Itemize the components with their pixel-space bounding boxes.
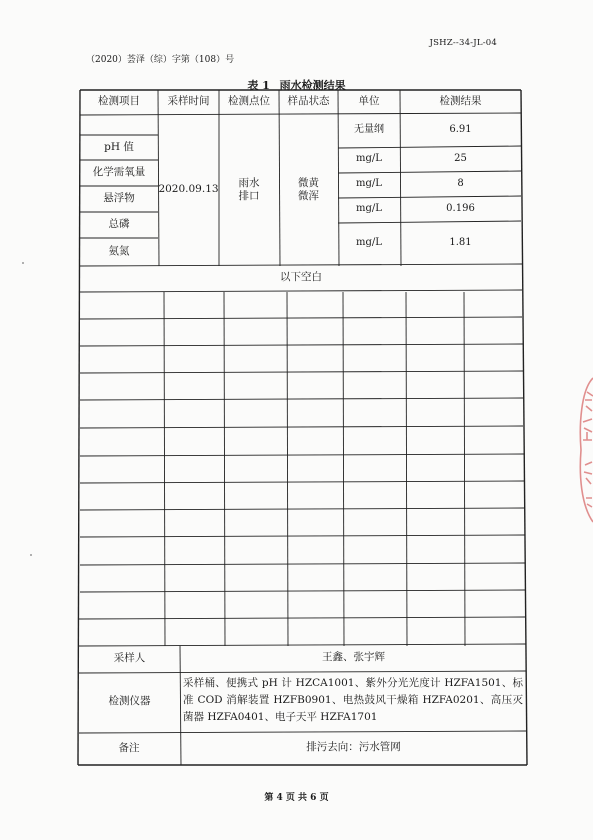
header-sample-time: 采样时间 <box>167 95 210 108</box>
blank-note: 以下空白 <box>280 271 322 284</box>
table-caption-label: 表 1 <box>247 79 270 92</box>
remark-value: 排污去向：污水管网 <box>306 740 401 753</box>
sample-state-line1: 微黄 <box>298 176 319 189</box>
item-cod: 化学需氧量 <box>92 166 146 179</box>
unit-cod: mg/L <box>356 153 382 165</box>
unit-ss: mg/L <box>356 178 382 190</box>
item-tp: 总磷 <box>108 218 130 231</box>
unit-ph: 无量纲 <box>354 124 384 136</box>
sample-point-line1: 雨水 <box>238 176 260 189</box>
report-number: （2020）荟泽（综）字第（108）号 <box>86 55 235 65</box>
table-caption-title: 雨水检测结果 <box>279 79 346 92</box>
unit-tp: mg/L <box>356 203 382 215</box>
remark-label: 备注 <box>118 741 140 754</box>
instrument-label: 检测仪器 <box>108 695 151 708</box>
unit-nh3n: mg/L <box>356 237 382 249</box>
result-ss: 8 <box>457 178 464 190</box>
result-tp: 0.196 <box>446 203 475 215</box>
header-result: 检测结果 <box>439 95 482 108</box>
result-cod: 25 <box>454 153 467 165</box>
sampler-value: 王鑫、张宇辉 <box>322 651 385 664</box>
document-code: JSHZ--34-JL-04 <box>429 38 497 48</box>
header-point: 检测点位 <box>228 95 270 108</box>
sample-point-line2: 排口 <box>238 190 260 202</box>
instrument-value: 采样桶、便携式 pH 计 HZCA1001、紫外分光光度计 HZFA1501、标准 COD 消解装置 HZFB0901、电热鼓风干燥箱 HZFA0201、高压灭菌器 HZFA0401、电子天平 HZFA1701 <box>183 677 523 723</box>
seal-stamp <box>573 370 593 530</box>
sampler-label: 采样人 <box>113 652 146 665</box>
page-number: 第 4 页 共 6 页 <box>264 793 329 803</box>
header-item: 检测项目 <box>98 95 140 108</box>
item-nh3n: 氨氮 <box>108 245 130 258</box>
header-state: 样品状态 <box>287 95 330 108</box>
item-ss: 悬浮物 <box>103 192 135 205</box>
result-nh3n: 1.81 <box>449 237 472 249</box>
sample-state-value <box>279 114 338 266</box>
result-ph: 6.91 <box>449 124 472 136</box>
sample-state-line2: 微浑 <box>298 190 319 202</box>
sample-point-value <box>219 114 279 266</box>
item-ph: pH 值 <box>104 140 134 153</box>
header-unit: 单位 <box>358 95 380 108</box>
sample-time-value: 2020.09.13 <box>158 183 219 196</box>
scan-speck <box>30 554 32 556</box>
scan-speck <box>22 262 24 264</box>
